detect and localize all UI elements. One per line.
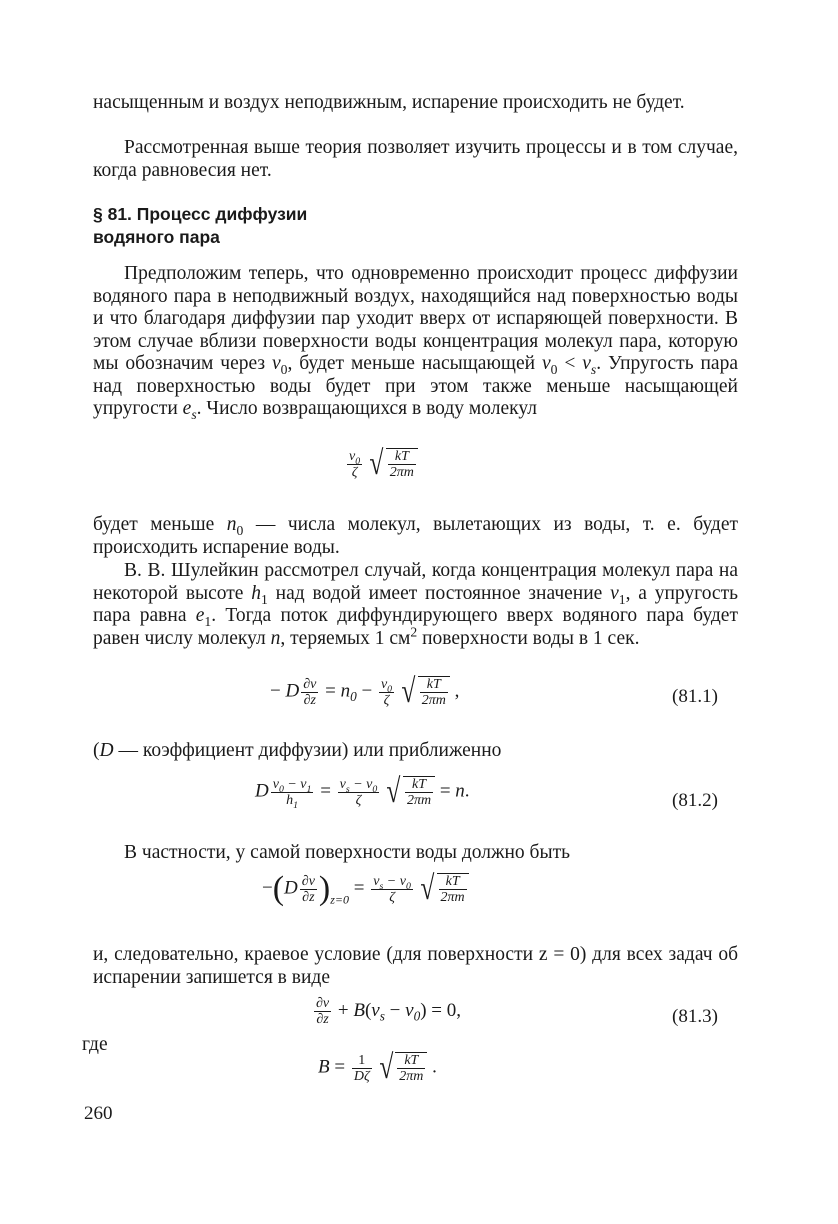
p2-a: будет меньше — [93, 514, 227, 535]
p3-e: , теряемых 1 см — [280, 627, 411, 649]
intro-paragraph-2: Рассмотренная выше теория позволяет изучить процессы и в том случае, когда равновесия нет. — [93, 137, 738, 181]
p1-d: . Число возвращающихся в воду молекул — [196, 398, 537, 419]
equation-B-definition: B = $\frac{1}{D\zeta}$ √ $\frac{kT}{2\pi m}$ . — [318, 1049, 437, 1086]
equation-81-1: − D $\frac{\partial\nu}{\partial z}$ = $n_0$ − $\frac{\nu_0}{\zeta}$ √ $\frac{kT}{2\pi m}$ , — [270, 673, 460, 710]
p3-f: поверхности воды в 1 сек. — [417, 627, 640, 649]
equation-number-81-1: (81.1) — [672, 686, 718, 707]
p1-a: Предположим теперь, что одновременно происходит процесс диффузии водяного пара в неподвижный воздух, находящийся над поверхностью воды и что благодаря диффузии пар уходит вверх от испаряющей поверхности. В этом случае вблизи поверхности воды концентрация молекул пара, которую мы обозначим через — [93, 263, 738, 374]
p3-a: В. В. Шулейкин рассмотрел случай, когда концентрация молекул пара на некоторой высоте — [93, 560, 738, 604]
paragraph-2: будет меньше $n_0$ — числа молекул, вылетающих из воды, т. е. будет происходить испарение воды. — [93, 514, 738, 558]
p3-c: , а упругость пара равна — [93, 582, 738, 626]
paragraph-1: Предположим теперь, что одновременно происходит процесс диффузии водяного пара в неподвижный воздух, находящийся над поверхностью воды и что благодаря диффузии пар уходит вверх от испаряющей поверхности. В этом случае вблизи поверхности воды концентрация молекул пара, которую мы обозначим через $\nu_0$, будет меньше насыщающей $\nu_0 < \nu_s$. Упругость пара над поверхностью воды будет при этом также меньше насыщающей упругости $e_s$. Число возвращающихся в воду молекул — [93, 263, 738, 422]
equation-number-81-3: (81.3) — [672, 1006, 718, 1027]
p3-b: над водой имеет постоянное значение — [267, 582, 611, 604]
section-heading-line-2: водяного пара — [93, 227, 220, 247]
p4-a: — коэффициент диффузии) или приближенно — [113, 740, 502, 761]
p3-d: . Тогда поток диффундирующего вверх водяного пара будет равен числу молекул — [93, 605, 738, 649]
section-heading — [93, 203, 493, 249]
p1-b: , будет меньше насыщающей — [287, 353, 542, 374]
label-where: где — [82, 1034, 108, 1055]
page-number: 260 — [84, 1103, 113, 1124]
p2-b: — числа молекул, вылетающих из воды, т. е. будет происходить испарение воды. — [93, 514, 738, 558]
paragraph-4: (D — коэффициент диффузии) или приближенно — [93, 740, 502, 761]
equation-surface-flux: −(D $\frac{\partial\nu}{\partial z}$ )$_{z=0}$ = $\frac{\nu_s - \nu_0}{\zeta}$ √ $\frac{kT}{2\pi m}$ — [262, 870, 469, 908]
paragraph-5: В частности, у самой поверхности воды должно быть — [124, 842, 570, 863]
intro-paragraph-1: насыщенным и воздух неподвижным, испарение происходить не будет. — [93, 92, 685, 113]
section-heading-line-1: § 81. Процесс диффузии — [93, 204, 308, 224]
equation-81-2: D $\frac{\nu_0 - \nu_1}{h_1}$ = $\frac{\nu_s - \nu_0}{\zeta}$ √ $\frac{kT}{2\pi m}$ = n. — [255, 773, 470, 811]
paragraph-6: и, следовательно, краевое условие (для поверхности z = 0) для всех задач об испарении запишется в виде — [93, 944, 738, 988]
formula-returning-molecules: $\frac{\nu_0}{\zeta}$ √ $\frac{kT}{2\pi m}$ — [345, 448, 418, 480]
equation-81-3: $\frac{\partial\nu}{\partial z}$ + $B(\nu_s - \nu_0) = 0$, — [316, 996, 462, 1027]
p1-c: . Упругость пара над поверхностью воды будет при этом также меньше насыщающей упругости — [93, 353, 738, 419]
paragraph-3: В. В. Шулейкин рассмотрел случай, когда концентрация молекул пара на некоторой высоте $h_1$ над водой имеет постоянное значение $\nu_1$, а упругость пара равна $e_1$. Тогда поток диффундирующего вверх водяного пара будет равен числу молекул n, теряемых 1 $см^2$ поверхности воды в 1 сек. — [93, 560, 738, 649]
equation-number-81-2: (81.2) — [672, 790, 718, 811]
